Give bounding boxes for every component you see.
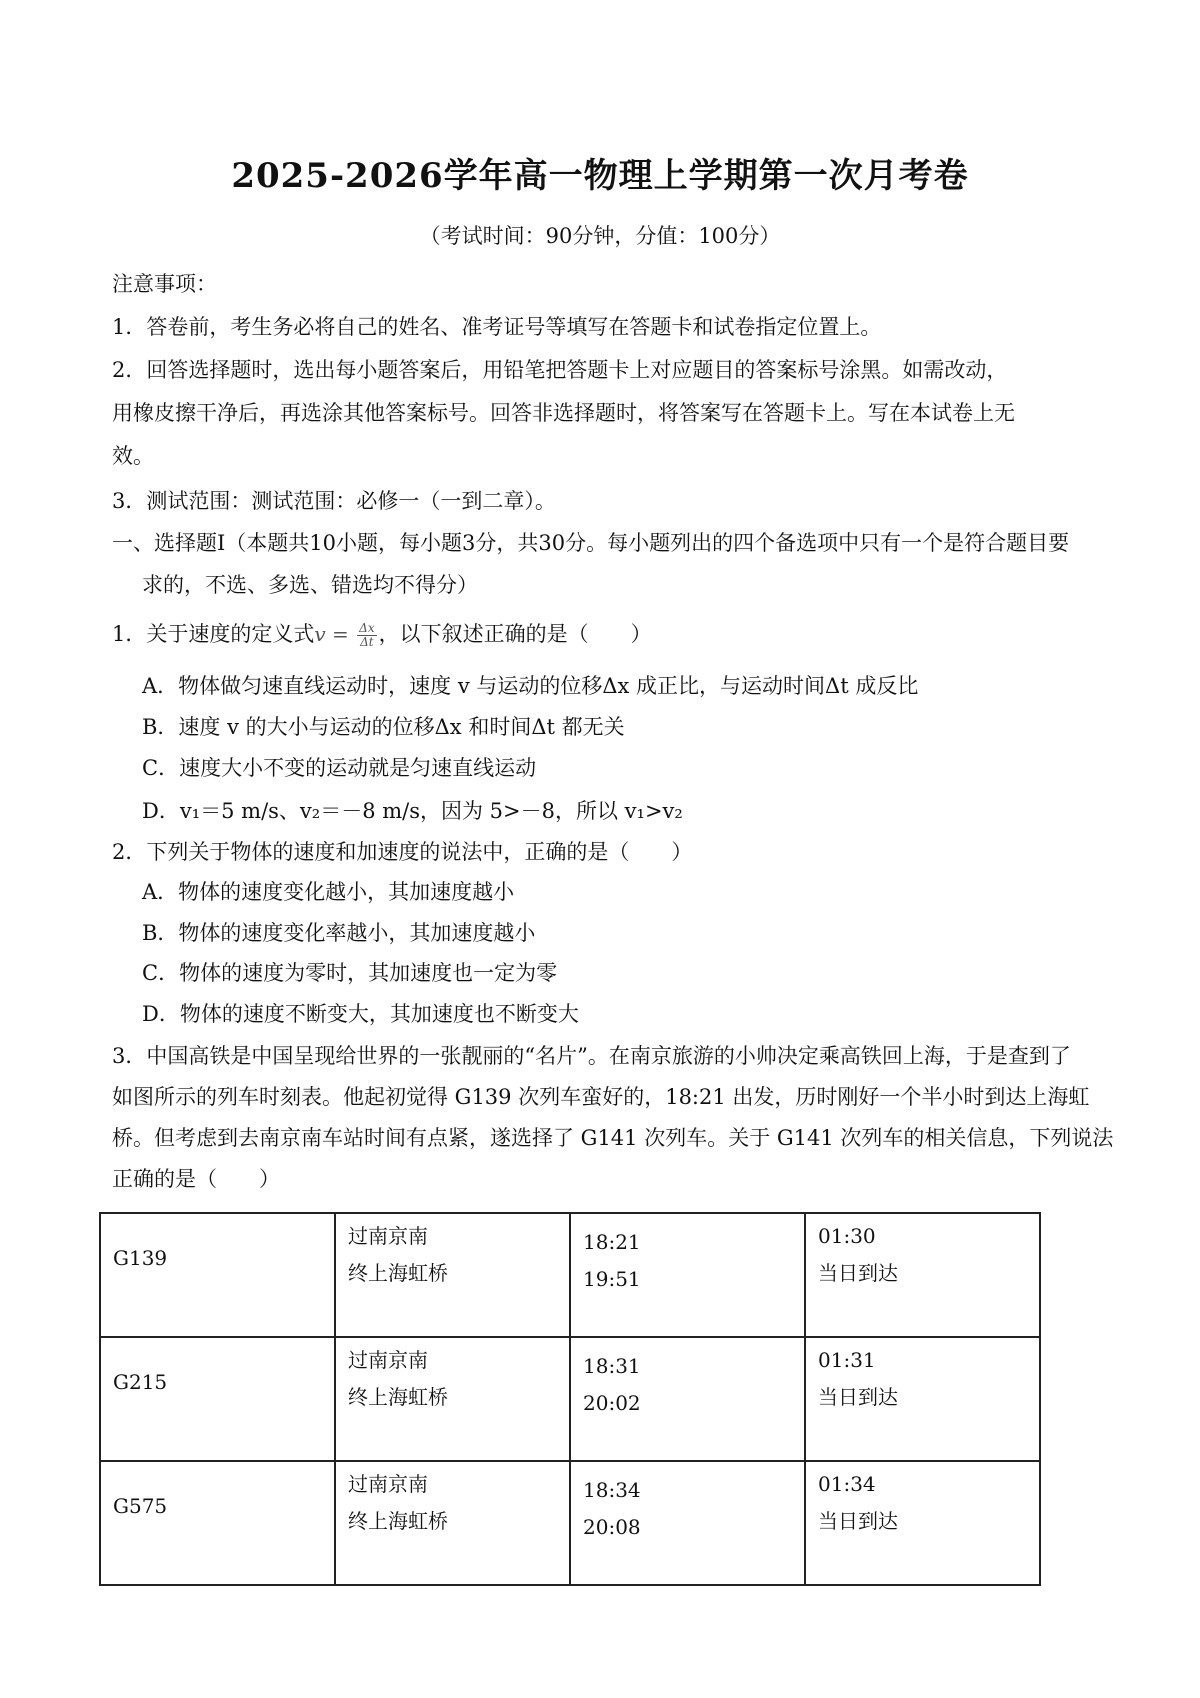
train-code: G139 (100, 1213, 335, 1337)
arrival-note: 当日到达 (818, 1509, 898, 1533)
table-row (100, 1213, 1040, 1337)
question-2-option-b: B．物体的速度变化率越小，其加速度越小 (142, 921, 536, 945)
time-cell (570, 1461, 805, 1585)
question-1-option-c: C．速度大小不变的运动就是匀速直线运动 (142, 756, 537, 780)
question-1-option-b: B．速度 v 的大小与运动的位移Δx 和时间Δt 都无关 (142, 715, 625, 739)
arrive-time: 20:02 (583, 1391, 641, 1415)
time-cell (570, 1213, 805, 1337)
exam-subtitle: （考试时间：90分钟，分值：100分） (419, 224, 781, 248)
question-2-option-a: A．物体的速度变化越小，其加速度越小 (142, 880, 515, 904)
depart-time: 18:34 (583, 1478, 641, 1502)
duration: 01:30 (818, 1224, 876, 1248)
fraction-denominator: Δt (360, 635, 374, 649)
duration-cell (805, 1337, 1040, 1461)
velocity-fraction (357, 622, 376, 649)
train-code: G215 (100, 1337, 335, 1461)
note-item-1: 1．答卷前，考生务必将自己的姓名、准考证号等填写在答题卡和试卷指定位置上。 (112, 315, 882, 339)
route-via: 过南京南 (348, 1472, 428, 1496)
arrival-note: 当日到达 (818, 1261, 898, 1285)
time-cell (570, 1337, 805, 1461)
question-2-stem: 2．下列关于物体的速度和加速度的说法中，正确的是（ ） (112, 840, 693, 864)
table-row (100, 1461, 1040, 1585)
question-1-stem (112, 618, 652, 649)
route-cell (335, 1337, 570, 1461)
duration-cell (805, 1461, 1040, 1585)
section-1-heading: 一、选择题Ⅰ（本题共10小题，每小题3分，共30分。每小题列出的四个备选项中只有一个是符合题目要 (112, 531, 1070, 555)
question-1-prefix: 1．关于速度的定义式 (112, 622, 315, 646)
formula-variable: v (314, 622, 326, 646)
route-cell (335, 1461, 570, 1585)
depart-time: 18:21 (583, 1230, 641, 1254)
question-2-option-c: C．物体的速度为零时，其加速度也一定为零 (142, 961, 558, 985)
note-item-3: 3．测试范围：测试范围：必修一（一到二章）。 (112, 489, 556, 513)
formula-equals: = (325, 622, 356, 646)
note-item-2-line-1: 2．回答选择题时，选出每小题答案后，用铅笔把答题卡上对应题目的答案标号涂黑。如需改动， (112, 358, 1008, 382)
duration-cell (805, 1213, 1040, 1337)
note-item-2-line-3: 效。 (112, 444, 154, 468)
question-1-option-a: A．物体做匀速直线运动时，速度 v 与运动的位移Δx 成正比，与运动时间Δt 成反比 (142, 674, 919, 698)
depart-time: 18:31 (583, 1354, 641, 1378)
route-via: 过南京南 (348, 1348, 428, 1372)
notes-heading: 注意事项： (112, 272, 217, 296)
question-1-suffix: ，以下叙述正确的是（ ） (378, 622, 652, 646)
note-item-2-line-2: 用橡皮擦干净后，再选涂其他答案标号。回答非选择题时，将答案写在答题卡上。写在本试卷上无 (112, 401, 1015, 425)
route-via: 过南京南 (348, 1224, 428, 1248)
route-terminal: 终上海虹桥 (348, 1385, 448, 1409)
route-terminal: 终上海虹桥 (348, 1261, 448, 1285)
question-1-option-d: D．v₁＝5 m/s、v₂＝－8 m/s，因为 5>－8，所以 v₁>v₂ (142, 799, 683, 823)
question-3-stem-line-3: 桥。但考虑到去南京南车站时间有点紧，遂选择了 G141 次列车。关于 G141 次列车的相关信息，下列说法 (112, 1126, 1114, 1150)
table-row (100, 1337, 1040, 1461)
question-2-option-d: D．物体的速度不断变大，其加速度也不断变大 (142, 1002, 579, 1026)
train-code: G575 (100, 1461, 335, 1585)
exam-title: 2025-2026学年高一物理上学期第一次月考卷 (231, 156, 969, 196)
question-3-stem-line-1: 3．中国高铁是中国呈现给世界的一张靓丽的“名片”。在南京旅游的小帅决定乘高铁回上海，于是查到了 (112, 1044, 1071, 1068)
route-terminal: 终上海虹桥 (348, 1509, 448, 1533)
duration: 01:31 (818, 1348, 876, 1372)
train-timetable (99, 1212, 1041, 1586)
question-3-stem-line-4: 正确的是（ ） (112, 1167, 280, 1191)
arrive-time: 19:51 (583, 1267, 641, 1291)
fraction-numerator: Δx (359, 621, 375, 635)
arrive-time: 20:08 (583, 1515, 641, 1539)
question-3-stem-line-2: 如图所示的列车时刻表。他起初觉得 G139 次列车蛮好的，18:21 出发，历时刚好一个半小时到达上海虹 (112, 1085, 1090, 1109)
arrival-note: 当日到达 (818, 1385, 898, 1409)
duration: 01:34 (818, 1472, 876, 1496)
section-1-heading-cont: 求的，不选、多选、错选均不得分） (142, 573, 478, 597)
route-cell (335, 1213, 570, 1337)
